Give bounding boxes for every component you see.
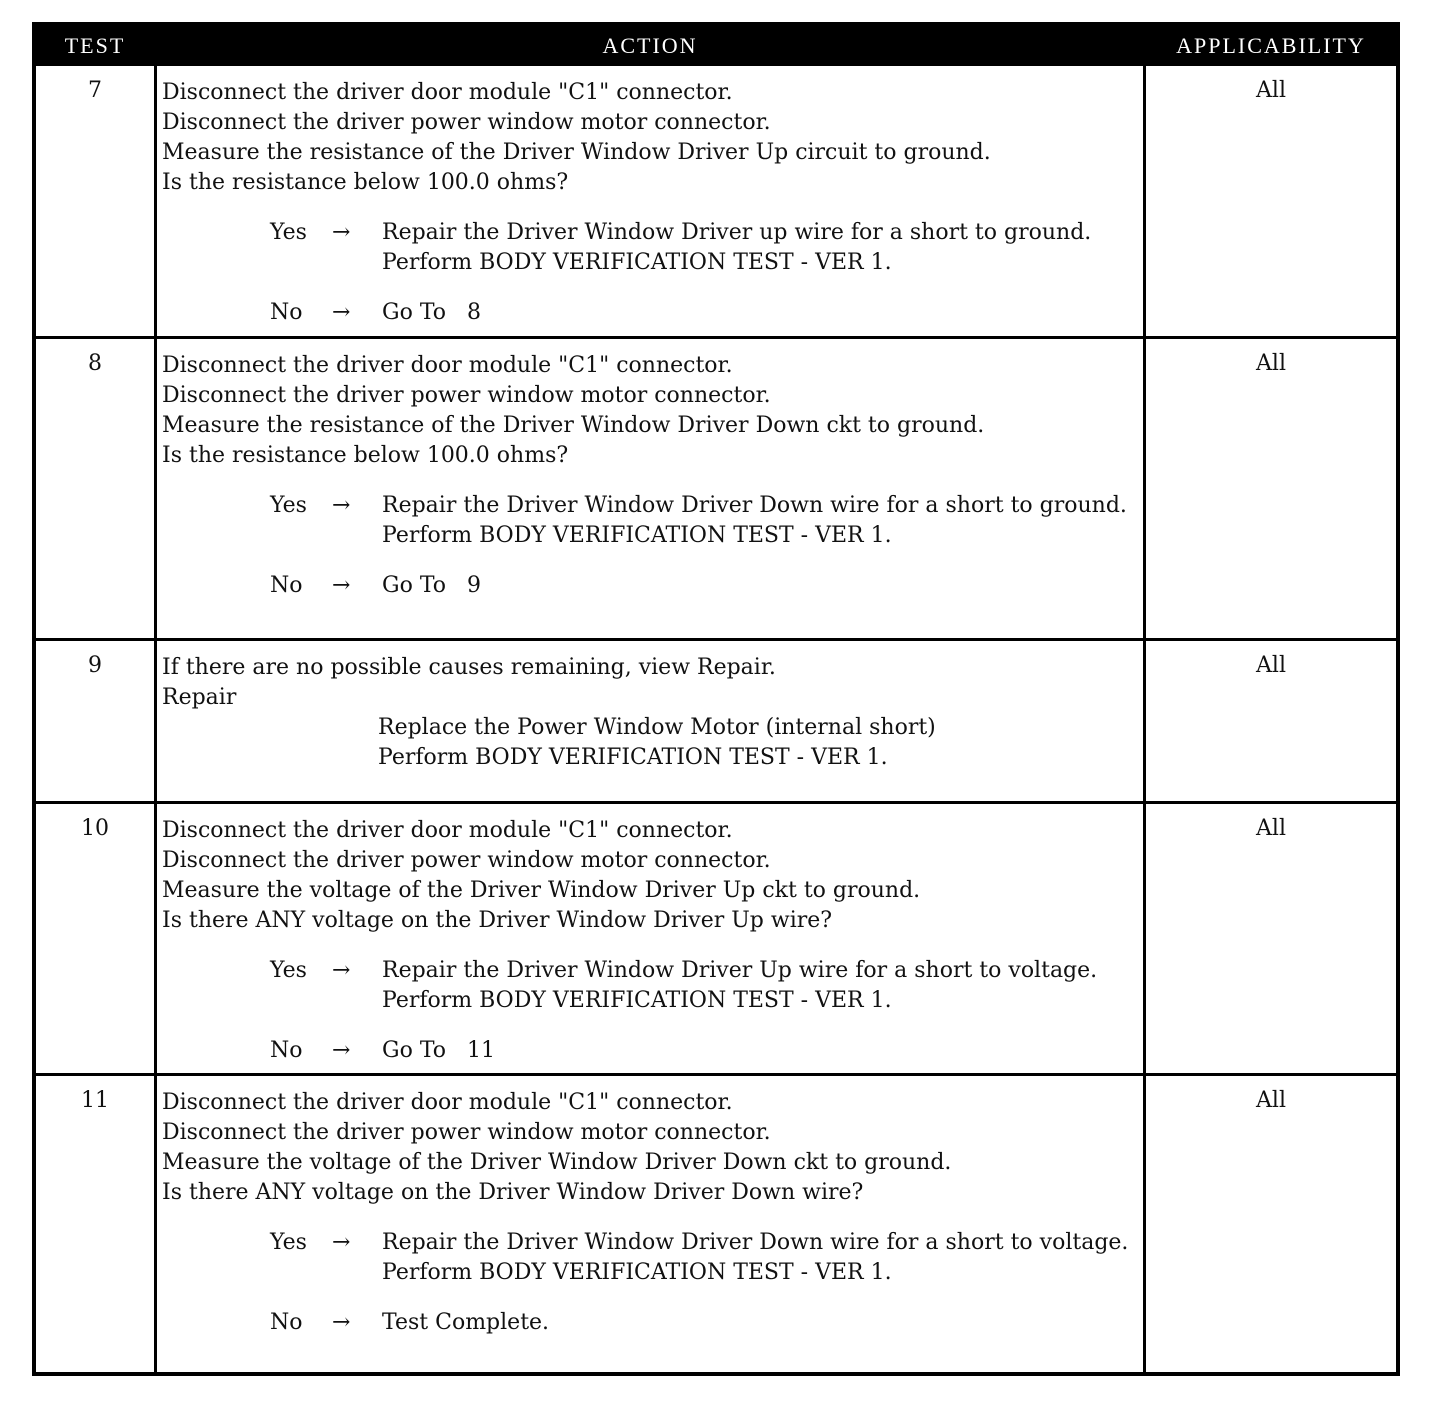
step-text: Measure the voltage of the Driver Window Driver Up ckt to ground. [162,878,921,903]
header-test: TEST [64,33,126,58]
action-cell [162,653,1137,773]
yes-branch [162,1228,1137,1288]
step-text: Disconnect the driver power window motor connector. [162,1120,771,1145]
applicability-value: All [1256,1088,1286,1113]
arrow-right-icon: → [332,300,351,325]
header-action: ACTION [602,33,698,58]
applicability-value: All [1256,351,1286,376]
repair-text: Perform BODY VERIFICATION TEST - VER 1. [378,745,888,770]
no-action-text: Test Complete. [382,1310,550,1335]
yes-label: Yes [270,220,307,245]
yes-action-text: Repair the Driver Window Driver up wire for a short to ground. [382,220,1092,245]
table-row-test-9 [36,641,1396,801]
applicability-value: All [1256,816,1286,841]
step-text: Disconnect the driver door module "C1" connector. [162,1090,733,1115]
yes-label: Yes [270,958,307,983]
arrow-right-icon: → [332,573,351,598]
header-applicability: APPLICABILITY [1176,33,1366,58]
repair-text: Replace the Power Window Motor (internal short) [378,715,936,740]
no-branch [162,298,1137,328]
step-text: If there are no possible causes remaining, view Repair. [162,655,776,680]
question-text: Is there ANY voltage on the Driver Window Driver Down wire? [162,1180,864,1205]
action-cell [162,78,1137,328]
applicability-value: All [1256,78,1286,103]
step-text: Measure the resistance of the Driver Window Driver Down ckt to ground. [162,413,985,438]
action-cell [162,351,1137,601]
arrow-right-icon: → [332,1038,351,1063]
no-action-text: Go To 9 [382,573,481,598]
arrow-right-icon: → [332,1230,351,1255]
repair-label: Repair [162,685,237,710]
yes-label: Yes [270,1230,307,1255]
step-text: Disconnect the driver power window motor connector. [162,383,771,408]
test-number: 9 [88,653,102,678]
step-text: Disconnect the driver power window motor connector. [162,848,771,873]
yes-branch [162,218,1137,278]
diagnostic-table [32,22,1400,1376]
table-row-test-11 [36,1076,1396,1372]
yes-branch [162,956,1137,1016]
test-number: 11 [81,1088,109,1113]
table-row-test-7 [36,66,1396,336]
yes-label: Yes [270,493,307,518]
yes-action-text: Perform BODY VERIFICATION TEST - VER 1. [382,523,892,548]
step-text: Measure the voltage of the Driver Window Driver Down ckt to ground. [162,1150,952,1175]
step-text: Disconnect the driver door module "C1" connector. [162,818,733,843]
yes-action-text: Repair the Driver Window Driver Up wire for a short to voltage. [382,958,1098,983]
table-header [36,26,1396,66]
no-action-text: Go To 8 [382,300,481,325]
no-branch [162,1308,1137,1338]
table-row-test-10 [36,804,1396,1073]
question-text: Is there ANY voltage on the Driver Window Driver Up wire? [162,908,833,933]
action-cell [162,816,1137,1066]
step-text: Disconnect the driver power window motor connector. [162,110,771,135]
yes-action-text: Repair the Driver Window Driver Down wire for a short to ground. [382,493,1127,518]
yes-branch [162,491,1137,551]
applicability-value: All [1256,653,1286,678]
step-text: Measure the resistance of the Driver Window Driver Up circuit to ground. [162,140,991,165]
no-label: No [270,1038,303,1063]
yes-action-text: Repair the Driver Window Driver Down wire for a short to voltage. [382,1230,1129,1255]
question-text: Is the resistance below 100.0 ohms? [162,170,569,195]
arrow-right-icon: → [332,220,351,245]
arrow-right-icon: → [332,1310,351,1335]
question-text: Is the resistance below 100.0 ohms? [162,443,569,468]
no-action-text: Go To 11 [382,1038,495,1063]
no-label: No [270,300,303,325]
yes-action-text: Perform BODY VERIFICATION TEST - VER 1. [382,250,892,275]
action-cell [162,1088,1137,1338]
test-number: 7 [88,78,102,103]
test-number: 8 [88,351,102,376]
no-branch [162,1036,1137,1066]
no-label: No [270,1310,303,1335]
arrow-right-icon: → [332,493,351,518]
test-number: 10 [81,816,109,841]
yes-action-text: Perform BODY VERIFICATION TEST - VER 1. [382,1260,892,1285]
step-text: Disconnect the driver door module "C1" connector. [162,80,733,105]
arrow-right-icon: → [332,958,351,983]
yes-action-text: Perform BODY VERIFICATION TEST - VER 1. [382,988,892,1013]
no-branch [162,571,1137,601]
table-row-test-8 [36,339,1396,638]
step-text: Disconnect the driver door module "C1" connector. [162,353,733,378]
no-label: No [270,573,303,598]
